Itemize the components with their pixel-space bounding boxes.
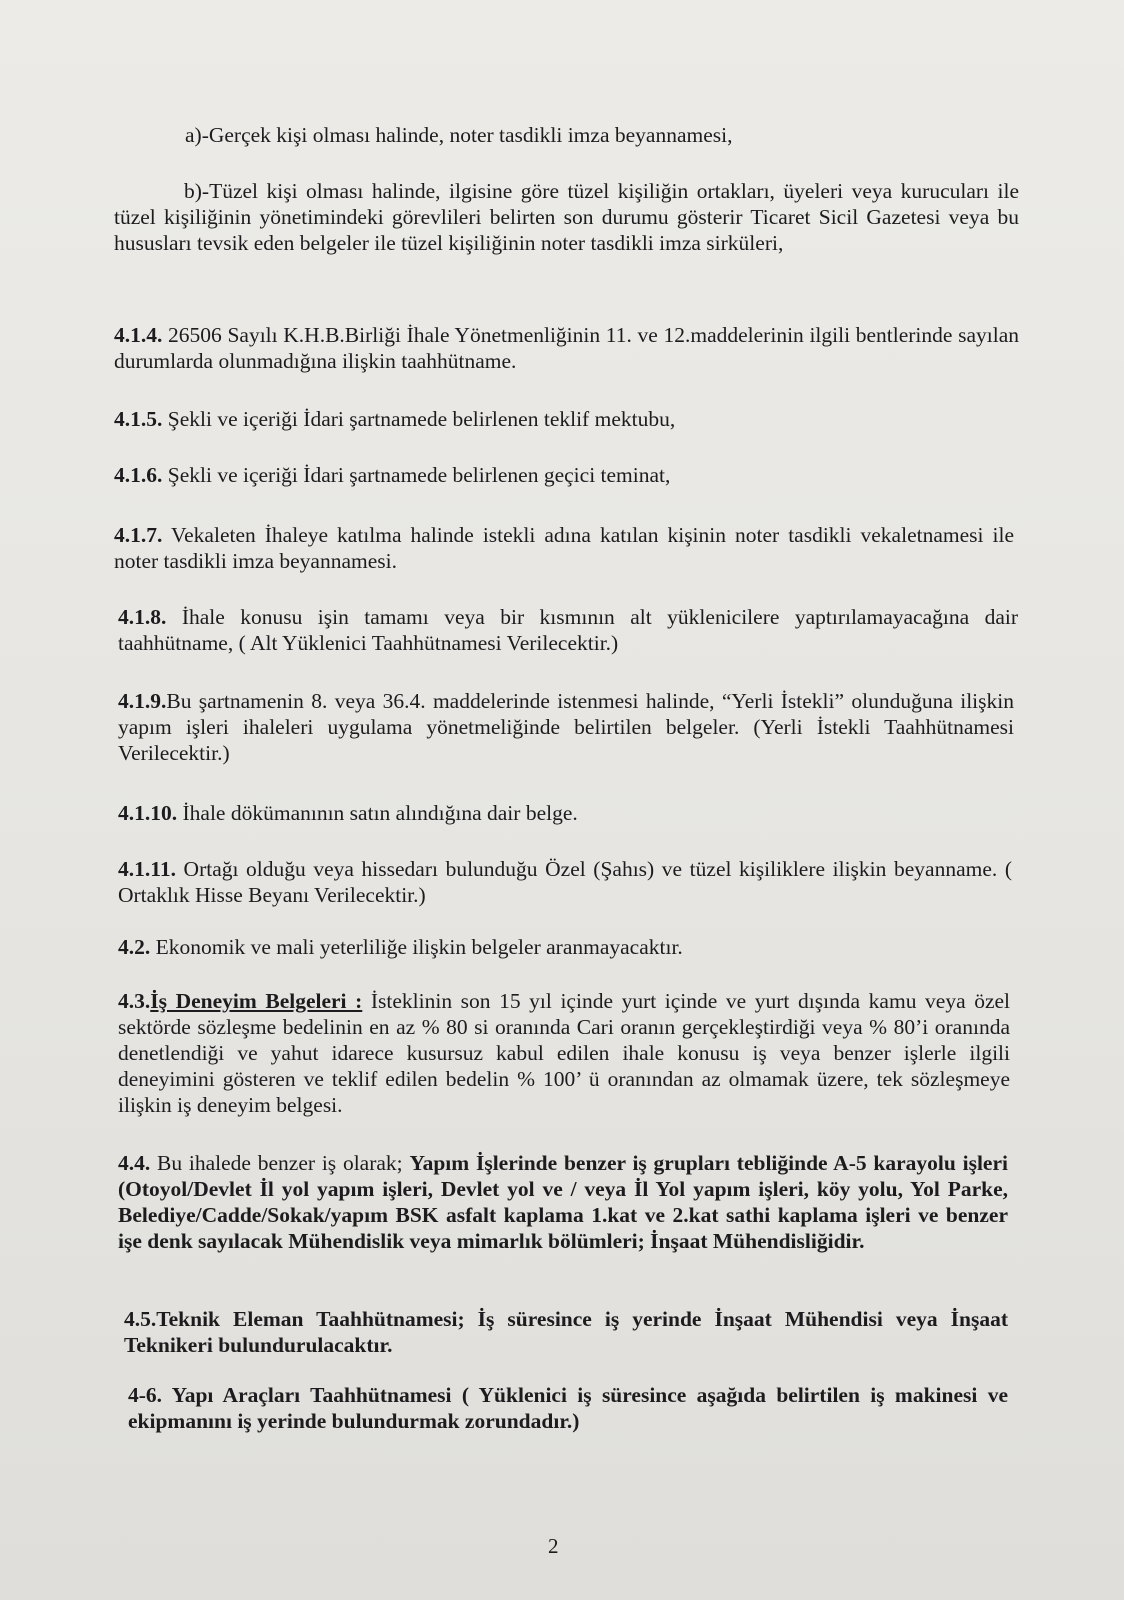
clause-text: Bu şartnamenin 8. veya 36.4. maddelerinde istenmesi halinde, “Yerli İstekli” olunduğuna ilişkin yapım işleri ihaleleri uygulama yönetmeliğinde belirtilen belgeler. (Yerli İstekli Taahhütnamesi Verilecektir.) (118, 689, 1014, 765)
clause-4-1-5 (114, 406, 1019, 432)
clause-4-1-11 (118, 856, 1012, 908)
paragraph-b (114, 178, 1019, 256)
clause-text: Şekli ve içeriği İdari şartnamede belirlenen geçici teminat, (162, 463, 671, 487)
clause-4-1-7 (114, 522, 1014, 574)
clause-number: 4.1.5. (114, 407, 163, 431)
clause-4-4 (118, 1150, 1008, 1254)
clause-text: Vekaleten İhaleye katılma halinde istekli adına katılan kişinin noter tasdikli vekaletnamesi ile noter tasdikli imza beyannamesi. (114, 523, 1014, 573)
clause-4-1-9 (118, 688, 1014, 766)
clause-4-1-8 (118, 604, 1018, 656)
clause-text: Şekli ve içeriği İdari şartnamede belirlenen teklif mektubu, (162, 407, 676, 431)
clause-number: 4.4. (118, 1151, 151, 1175)
clause-number: 4.1.9. (118, 689, 167, 713)
clause-number: 4.2. (118, 935, 151, 959)
clause-number: 4.1.8. (118, 605, 167, 629)
clause-number: 4.3. (118, 989, 151, 1013)
clause-title: İş Deneyim Belgeleri : (150, 989, 363, 1013)
clause-number: 4.1.7. (114, 523, 163, 547)
clause-4-2 (118, 934, 1012, 960)
clause-4-3 (118, 988, 1010, 1118)
clause-text: Ortağı olduğu veya hissedarı bulunduğu Özel (Şahıs) ve tüzel kişiliklere ilişkin beyanname. ( Ortaklık Hisse Beyanı Verilecektir.) (118, 857, 1012, 907)
clause-text: 4-6. Yapı Araçları Taahhütnamesi ( Yüklenici iş süresince aşağıda belirtilen iş makinesi ve ekipmanını iş yerinde bulundurmak zorundadır.) (128, 1383, 1008, 1433)
clause-text: İhale konusu işin tamamı veya bir kısmının alt yüklenicilere yaptırılamayacağına dair taahhütname, ( Alt Yüklenici Taahhütnamesi Verilecektir.) (118, 605, 1018, 655)
clause-text: Ekonomik ve mali yeterliliğe ilişkin belgeler aranmayacaktır. (150, 935, 683, 959)
clause-4-6 (128, 1382, 1008, 1434)
clause-4-1-10 (118, 800, 1014, 826)
clause-text: Bu ihalede benzer iş olarak; (150, 1151, 410, 1175)
clause-text: İsteklinin son 15 yıl içinde yurt içinde ve yurt dışında kamu veya özel sektörde sözleşme bedelinin en az % 80 si oranında Cari oranın gerçekleştirdiği veya % 80’i oranında denetlendiği ve yahut idarece kusursuz kabul edilen ihale konusu iş veya benzer işlerle ilgili deneyimini gösteren ve teklif edilen bedelin % 100’ ü oranından az olmamak üzere, tek sözleşmeye ilişkin iş deneyim belgesi. (118, 989, 1011, 1117)
clause-text: 4.5.Teknik Eleman Taahhütnamesi; İş süresince iş yerinde İnşaat Mühendisi veya İnşaat Teknikeri bulundurulacaktır. (124, 1307, 1008, 1357)
clause-text: İhale dökümanının satın alındığına dair belge. (177, 801, 578, 825)
paragraph-b-text: b)-Tüzel kişi olması halinde, ilgisine göre tüzel kişiliğin ortakları, üyeleri veya kurucuları ile tüzel kişiliğinin yönetimindeki görevlileri belirten son durumu gösterir Ticaret Sicil Gazetesi veya bu hususları tevsik eden belgeler ile tüzel kişiliğinin noter tasdikli imza sirküleri, (114, 179, 1019, 255)
clause-number: 4.1.6. (114, 463, 163, 487)
clause-4-5 (124, 1306, 1008, 1358)
clause-4-1-6 (114, 462, 1019, 488)
clause-text: 26506 Sayılı K.H.B.Birliği İhale Yönetmenliğinin 11. ve 12.maddelerinin ilgili bentlerinde sayılan durumlarda olunmadığına ilişkin taahhütname. (114, 323, 1019, 373)
page-number: 2 (548, 1534, 559, 1558)
clause-number: 4.1.11. (118, 857, 176, 881)
clause-bold-text: Yapım İşlerinde benzer iş grupları tebliğinde A-5 karayolu işleri (Otoyol/Devlet İl yol yapım işleri, Devlet yol ve / veya İl Yol yapım işleri, köy yolu, Yol Parke, Belediye/Cadde/Sokak/yapım BSK asfalt kaplama 1.kat ve 2.kat sathi kaplama işleri ve benzer işe denk sayılacak Mühendislik veya mimarlık bölümleri; İnşaat Mühendisliğidir. (118, 1151, 1008, 1253)
clause-4-1-4 (114, 322, 1019, 374)
paragraph-a-text: a)-Gerçek kişi olması halinde, noter tasdikli imza beyannamesi, (185, 123, 733, 147)
clause-number: 4.1.10. (118, 801, 178, 825)
paragraph-a (185, 122, 1005, 148)
clause-number: 4.1.4. (114, 323, 163, 347)
